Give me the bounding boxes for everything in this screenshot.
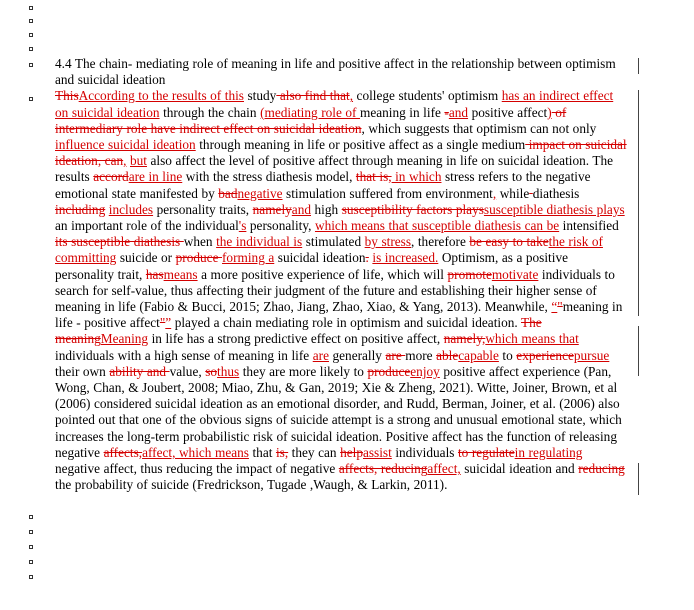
inserted-text: which means that susceptible diathesis can be — [314, 218, 560, 234]
body-text: suicidal ideation and — [460, 461, 579, 477]
paragraph-mark-icon — [29, 545, 33, 549]
inserted-text: 's — [238, 218, 247, 234]
inserted-text: , — [123, 153, 127, 169]
deleted-text: that is, — [355, 169, 392, 185]
body-text: value, — [169, 363, 206, 379]
body-text: individuals — [391, 444, 458, 460]
body-text: intensified — [559, 218, 619, 234]
body-text: stimulated — [302, 234, 365, 250]
body-text: when — [183, 234, 217, 250]
body-text: they are more likely to — [239, 363, 368, 379]
deleted-text: has — [145, 266, 164, 282]
inserted-text: is increased. — [372, 250, 439, 266]
deleted-text: affects, reducing — [338, 461, 428, 477]
body-text: positive affect experience (Pan, Wong, Chan, & Joubert, 2008; Miao, Zhu, & Gan, 2019; Xie & Zheng, 2021). Witte, Joiner, Brown, et al (2006) considered suicidal ideation as an emotional disorder, and Rudd, Berman, Joiner, et al. (2006) also pointed out that one of the obvious signs of suicide attempt is a strong and unusual emotional state, which increases the long-term probabilistic risk of suicidal ideation. Positive affect has the function of releasing negative — [55, 363, 622, 460]
paragraph-mark-icon — [29, 515, 33, 519]
inserted-text: enjoy — [410, 363, 440, 379]
inserted-text: affect, — [427, 461, 461, 477]
paragraph-mark-icon — [29, 33, 33, 37]
change-bar — [638, 342, 639, 376]
body-text: personality traits, — [153, 201, 253, 217]
inserted-text: but — [130, 153, 147, 169]
deleted-text: . — [365, 250, 369, 266]
body-text: study — [243, 88, 277, 104]
body-text: played a chain mediating role in optimism and suicidal ideation. — [171, 315, 521, 331]
body-paragraph — [55, 88, 630, 493]
body-text: an important role of the individual — [55, 218, 239, 234]
paragraph-mark-icon — [29, 63, 33, 67]
inserted-text: negative — [237, 185, 283, 201]
inserted-text: , — [492, 185, 497, 201]
deleted-text: " — [557, 299, 563, 315]
section-heading: 4.4 The chain- mediating role of meaning in life and positive affect in the relationship between optimism and suicidal ideation — [55, 56, 616, 88]
body-text: meaning in life — [360, 104, 445, 120]
paragraph-mark-icon — [29, 19, 33, 23]
inserted-text: thus — [217, 363, 240, 379]
inserted-text: forming a — [222, 250, 275, 266]
body-text: diathesis — [532, 185, 580, 201]
inserted-text: According to the results of this — [78, 88, 244, 104]
inserted-text: affect, which means — [142, 444, 249, 460]
deleted-text: including — [55, 201, 106, 217]
body-text: that — [248, 444, 276, 460]
body-text: more — [405, 347, 437, 363]
inserted-text: assist — [362, 444, 392, 460]
inserted-text: (mediating role of — [260, 104, 360, 120]
inserted-text: by stress — [364, 234, 412, 250]
body-text: meaning in life - positive affect — [55, 299, 623, 331]
deleted-text: are — [385, 347, 406, 363]
inserted-text: means — [163, 266, 198, 282]
body-text: suicidal ideation — [274, 250, 366, 266]
deleted-text: also find that — [276, 88, 350, 104]
inserted-text: in which — [391, 169, 442, 185]
deleted-text: " — [159, 315, 166, 331]
change-bar — [638, 463, 639, 495]
deleted-text: help — [340, 444, 363, 460]
inserted-text: susceptible diathesis plays — [483, 201, 625, 217]
inserted-text: in regulating — [514, 444, 583, 460]
body-text: a more positive experience of life, which will — [197, 266, 448, 282]
deleted-text: bad — [218, 185, 238, 201]
body-text: through the chain — [159, 104, 261, 120]
paragraph-mark-icon — [29, 6, 33, 10]
body-text: in life has a strong predictive effect on positive affect, — [148, 331, 444, 347]
change-bar — [638, 58, 639, 74]
body-text: individuals with a high sense of meaning in life — [55, 347, 313, 363]
paragraph-mark-icon — [29, 97, 33, 101]
inserted-text: are — [312, 347, 329, 363]
deleted-text: The meaning — [55, 315, 542, 347]
deleted-text: promote — [447, 266, 492, 282]
body-text: Optimism, as a positive personality trait, — [55, 250, 568, 282]
deleted-text: - — [444, 104, 449, 120]
inserted-text: which means that — [485, 331, 579, 347]
deleted-text: of intermediary role have indirect effect on suicidal ideation — [55, 104, 567, 136]
inserted-text: and — [448, 104, 469, 120]
inserted-text: has an indirect effect on suicidal ideation — [55, 88, 614, 120]
body-text: negative affect, thus reducing the impact of negative — [55, 461, 339, 477]
inserted-text: the individual is — [216, 234, 303, 250]
body-text: generally — [328, 347, 386, 363]
change-bar — [638, 326, 639, 342]
deleted-text: namely — [252, 201, 292, 217]
inserted-text: pursue — [573, 347, 610, 363]
inserted-text: ” — [165, 315, 172, 331]
deleted-text: impact on suicidal ideation, can — [55, 137, 627, 169]
body-text: suicide or — [116, 250, 176, 266]
inserted-text: are in line — [128, 169, 183, 185]
inserted-text: motivate — [491, 266, 539, 282]
body-text: they can — [288, 444, 341, 460]
deleted-text: reducing — [578, 461, 625, 477]
body-text: also affect the level of positive affect through meaning in life on suicidal ideation. The results — [55, 153, 614, 185]
deleted-text: produce — [367, 363, 411, 379]
inserted-text: capable — [458, 347, 499, 363]
body-text: high — [311, 201, 342, 217]
document-body — [55, 56, 630, 493]
inserted-text: the risk of committing — [55, 234, 603, 266]
inserted-text: influence suicidal ideation — [55, 137, 196, 153]
paragraph-mark-icon — [29, 575, 33, 579]
deleted-text: its susceptible diathesis — [55, 234, 184, 250]
body-text: stress refers to the negative emotional state manifested by — [55, 169, 591, 201]
body-text: positive affect — [468, 104, 548, 120]
deleted-text: able — [436, 347, 459, 363]
body-text: with the stress diathesis model, — [182, 169, 356, 185]
deleted-text: so — [205, 363, 218, 379]
body-text: , which suggests that optimism can not only — [361, 120, 597, 136]
paragraph-mark-icon — [29, 47, 33, 51]
inserted-text: “ — [551, 299, 558, 315]
paragraph-mark-icon — [29, 530, 33, 534]
body-text: their own — [55, 363, 110, 379]
paragraph-mark-icon — [29, 560, 33, 564]
deleted-text: This — [55, 88, 79, 104]
deleted-text: produce — [175, 250, 222, 266]
body-text: individuals to search for self-value, thus affecting their judgment of the future and establishing their higher sense of meaning in life (Fabio & Bucci, 2015; Zhao, Jiang, Zhao, Xiao, & Yang, 2013). Meanwhile, — [55, 266, 615, 315]
deleted-text: is, — [275, 444, 289, 460]
body-text: while — [496, 185, 530, 201]
body-text: the probability of suicide (Fredrickson, Tugade ,Waugh, & Larkin, 2011). — [55, 477, 448, 493]
body-text: through meaning in life or positive affect as a single medium — [195, 137, 526, 153]
body-text: , therefore — [411, 234, 470, 250]
inserted-text: ) — [547, 104, 552, 120]
deleted-text: ability and — [109, 363, 170, 379]
deleted-text: affects, — [103, 444, 143, 460]
change-bar — [638, 90, 639, 316]
body-text: college students' optimism — [353, 88, 502, 104]
deleted-text: to regulate — [457, 444, 515, 460]
body-text: stimulation suffered from environment — [282, 185, 493, 201]
deleted-text: accord — [93, 169, 129, 185]
body-text: personality, — [246, 218, 315, 234]
deleted-text: susceptibility factors plays — [341, 201, 484, 217]
inserted-text: includes — [108, 201, 154, 217]
inserted-text: Meaning — [100, 331, 149, 347]
body-text: to — [498, 347, 517, 363]
deleted-text: namely, — [443, 331, 486, 347]
inserted-text: , — [349, 88, 354, 104]
deleted-text: experience — [516, 347, 574, 363]
inserted-text: and — [291, 201, 311, 217]
deleted-text: be easy to take — [469, 234, 549, 250]
